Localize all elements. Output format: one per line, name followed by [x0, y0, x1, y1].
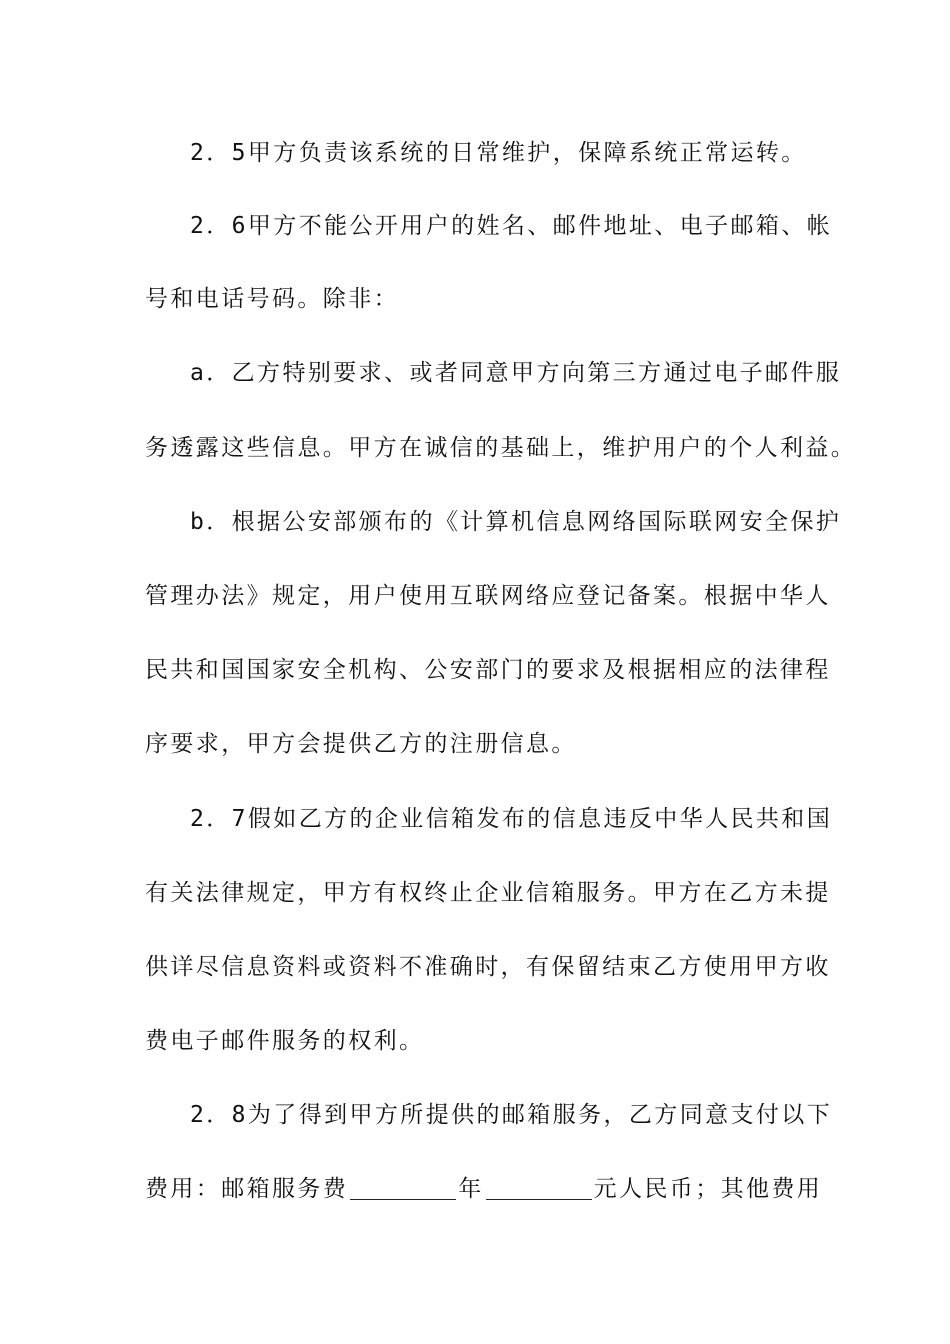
clause-2-7-line-4: 费电子邮件服务的权利。 [145, 1028, 425, 1054]
item-b-line-1: b．根据公安部颁布的《计算机信息网络国际联网安全保护 [190, 509, 842, 535]
clause-2-7-line-1: 2．7假如乙方的企业信箱发布的信息违反中华人民共和国 [190, 806, 833, 832]
fee-prefix: 费用：邮箱服务费 [145, 1176, 349, 1202]
item-b-line-2: 管理办法》规定，用户使用互联网络应登记备案。根据中华人 [145, 583, 831, 609]
fee-year-unit: 年 [458, 1176, 484, 1202]
item-a-line-2: 务透露这些信息。甲方在诚信的基础上，维护用户的个人利益。 [145, 435, 857, 461]
clause-2-8-fee-line [145, 1169, 823, 1209]
clause-2-6-line-1: 2．6甲方不能公开用户的姓名、邮件地址、电子邮箱、帐 [190, 213, 833, 239]
item-a-line-1: a．乙方特别要求、或者同意甲方向第三方通过电子邮件服 [190, 360, 842, 386]
item-b-line-3: 民共和国国家安全机构、公安部门的要求及根据相应的法律程 [145, 657, 831, 683]
clause-2-6-line-2: 号和电话号码。除非： [145, 286, 399, 312]
clause-2-8-line-1: 2．8为了得到甲方所提供的邮箱服务，乙方同意支付以下 [190, 1102, 833, 1128]
item-b-line-4: 序要求，甲方会提供乙方的注册信息。 [145, 731, 577, 757]
fee-suffix: 元人民币；其他费用 [593, 1176, 823, 1202]
fee-total-blank [486, 1175, 592, 1200]
clause-2-5: 2．5甲方负责该系统的日常维护，保障系统正常运转。 [190, 140, 807, 166]
fee-amount-blank [350, 1175, 456, 1200]
clause-2-7-line-3: 供详尽信息资料或资料不准确时，有保留结束乙方使用甲方收 [145, 954, 831, 980]
clause-2-7-line-2: 有关法律规定，甲方有权终止企业信箱服务。甲方在乙方未提 [145, 880, 831, 906]
